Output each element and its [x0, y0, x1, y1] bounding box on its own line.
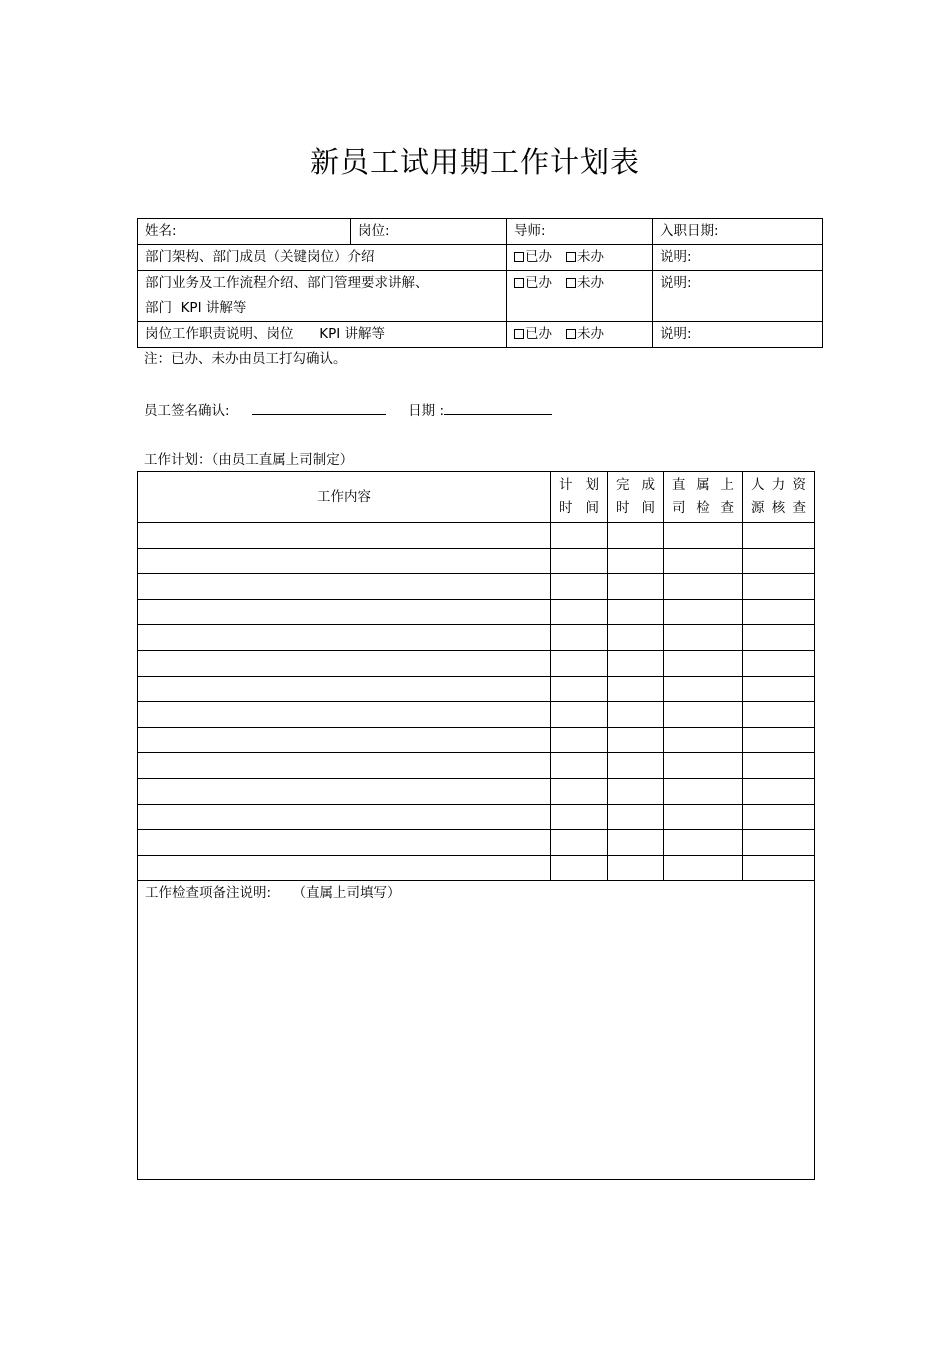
plan-cell[interactable] [138, 625, 551, 651]
plan-cell[interactable] [138, 650, 551, 676]
plan-cell[interactable] [743, 804, 815, 830]
plan-cell[interactable] [664, 625, 743, 651]
plan-cell[interactable] [551, 523, 608, 549]
plan-cell[interactable] [664, 523, 743, 549]
plan-cell[interactable] [608, 574, 664, 600]
plan-cell[interactable] [551, 778, 608, 804]
plan-row [138, 650, 815, 676]
plan-cell[interactable] [138, 804, 551, 830]
plan-cell[interactable] [608, 676, 664, 702]
plan-cell[interactable] [608, 778, 664, 804]
signature-label: 员工签名确认: [144, 403, 230, 419]
basic-info-row [138, 219, 823, 245]
checkbox-icon [514, 252, 524, 262]
plan-cell[interactable] [664, 727, 743, 753]
plan-row [138, 599, 815, 625]
name-cell[interactable] [138, 219, 351, 245]
plan-cell[interactable] [608, 804, 664, 830]
checklist-item-text: 岗位工作职责说明、岗位 KPI 讲解等 [138, 322, 507, 348]
plan-row [138, 574, 815, 600]
plan-cell[interactable] [608, 727, 664, 753]
plan-cell[interactable] [138, 574, 551, 600]
plan-row [138, 855, 815, 881]
plan-cell[interactable] [743, 778, 815, 804]
page-title: 新员工试用期工作计划表 [309, 145, 640, 179]
plan-row [138, 830, 815, 856]
position-cell[interactable] [351, 219, 507, 245]
plan-cell[interactable] [743, 727, 815, 753]
plan-cell[interactable] [551, 676, 608, 702]
name-label: 姓名: [145, 223, 177, 239]
plan-cell[interactable] [551, 599, 608, 625]
plan-cell[interactable] [743, 676, 815, 702]
work-plan-table [137, 471, 815, 1180]
plan-cell[interactable] [138, 830, 551, 856]
checklist-item-text: 部门架构、部门成员（关键岗位）介绍 [138, 245, 507, 271]
plan-cell[interactable] [743, 650, 815, 676]
header-boss-check: 直 属 上 司检查 [664, 472, 743, 523]
plan-cell[interactable] [551, 548, 608, 574]
plan-cell[interactable] [608, 702, 664, 728]
plan-cell[interactable] [743, 599, 815, 625]
plan-cell[interactable] [608, 548, 664, 574]
checklist-row-1 [138, 245, 823, 271]
plan-cell[interactable] [608, 830, 664, 856]
plan-cell[interactable] [551, 625, 608, 651]
plan-cell[interactable] [608, 625, 664, 651]
header-plan-time: 计 划 时间 [551, 472, 608, 523]
plan-row [138, 702, 815, 728]
header-hr-check: 人 力 资 源核查 [743, 472, 815, 523]
plan-cell[interactable] [743, 548, 815, 574]
onboarding-checklist-table [137, 218, 823, 348]
done-checkbox[interactable]: 已办 [514, 322, 552, 347]
done-checkbox[interactable]: 已办 [514, 245, 552, 270]
plan-header-row [138, 472, 815, 523]
plan-cell[interactable] [664, 676, 743, 702]
checkbox-icon [566, 252, 576, 262]
plan-cell[interactable] [551, 830, 608, 856]
done-checkbox[interactable]: 已办 [514, 271, 552, 296]
plan-cell[interactable] [138, 676, 551, 702]
plan-cell[interactable] [551, 855, 608, 881]
plan-cell[interactable] [664, 702, 743, 728]
plan-cell[interactable] [138, 548, 551, 574]
join-date-label: 入职日期: [660, 223, 719, 239]
plan-cell[interactable] [743, 625, 815, 651]
plan-cell[interactable] [664, 753, 743, 779]
plan-cell[interactable] [743, 855, 815, 881]
plan-cell[interactable] [664, 804, 743, 830]
plan-cell[interactable] [551, 753, 608, 779]
plan-cell[interactable] [664, 574, 743, 600]
plan-cell[interactable] [743, 702, 815, 728]
plan-row [138, 676, 815, 702]
plan-cell[interactable] [608, 753, 664, 779]
status-cell [507, 245, 653, 271]
remark-cell[interactable]: 说明: [653, 271, 823, 322]
plan-cell[interactable] [664, 548, 743, 574]
position-label: 岗位: [358, 223, 390, 239]
checkbox-icon [514, 278, 524, 288]
plan-cell[interactable] [138, 727, 551, 753]
notes-label: 工作检查项备注说明: （直属上司填写） [145, 885, 401, 902]
status-cell [507, 322, 653, 348]
plan-cell[interactable] [608, 599, 664, 625]
signature-field[interactable] [252, 401, 386, 415]
plan-row [138, 523, 815, 549]
plan-cell[interactable] [138, 523, 551, 549]
plan-cell[interactable] [551, 804, 608, 830]
plan-row [138, 804, 815, 830]
date-field[interactable] [444, 401, 552, 415]
plan-cell[interactable] [138, 778, 551, 804]
plan-cell[interactable] [608, 523, 664, 549]
plan-cell[interactable] [551, 702, 608, 728]
plan-row [138, 753, 815, 779]
plan-cell[interactable] [551, 574, 608, 600]
plan-cell[interactable] [138, 753, 551, 779]
remark-cell[interactable]: 说明: [653, 245, 823, 271]
checklist-row-3 [138, 322, 823, 348]
mentor-label: 导师: [514, 223, 546, 239]
plan-cell[interactable] [138, 599, 551, 625]
plan-cell[interactable] [138, 702, 551, 728]
mentor-cell[interactable] [507, 219, 653, 245]
plan-cell[interactable] [743, 830, 815, 856]
status-cell [507, 271, 653, 322]
plan-caption: 工作计划：（由员工直属上司制定） [144, 452, 354, 468]
plan-row [138, 778, 815, 804]
checklist-row-2 [138, 271, 823, 322]
checklist-item-text: 部门业务及工作流程介绍、部门管理要求讲解、 部门 KPI 讲解等 [138, 271, 507, 322]
plan-cell[interactable] [551, 727, 608, 753]
plan-cell[interactable] [743, 523, 815, 549]
plan-cell[interactable] [664, 855, 743, 881]
header-content: 工作内容 [138, 472, 551, 523]
not-done-checkbox[interactable]: 未办 [566, 245, 604, 270]
remark-cell[interactable]: 说明: [653, 322, 823, 348]
join-date-cell[interactable] [653, 219, 823, 245]
plan-row [138, 625, 815, 651]
plan-cell[interactable] [664, 650, 743, 676]
plan-rows [138, 523, 815, 881]
plan-cell[interactable] [743, 753, 815, 779]
plan-cell[interactable] [664, 830, 743, 856]
plan-row [138, 548, 815, 574]
plan-cell[interactable] [138, 855, 551, 881]
checkbox-icon [566, 278, 576, 288]
plan-cell[interactable] [608, 650, 664, 676]
plan-cell[interactable] [664, 599, 743, 625]
notes-row [138, 881, 815, 1180]
date-label: 日期 : [408, 403, 444, 419]
plan-cell[interactable] [551, 650, 608, 676]
signature-line [144, 399, 552, 419]
plan-cell[interactable] [608, 855, 664, 881]
header-done-time: 完 成 时间 [608, 472, 664, 523]
notes-cell[interactable] [138, 881, 815, 1180]
plan-cell[interactable] [664, 778, 743, 804]
checklist-note: 注：已办、未办由员工打勾确认。 [144, 351, 347, 367]
plan-row [138, 727, 815, 753]
checkbox-icon [514, 329, 524, 339]
checkbox-icon [566, 329, 576, 339]
not-done-checkbox[interactable]: 未办 [566, 271, 604, 296]
plan-cell[interactable] [743, 574, 815, 600]
not-done-checkbox[interactable]: 未办 [566, 322, 604, 347]
